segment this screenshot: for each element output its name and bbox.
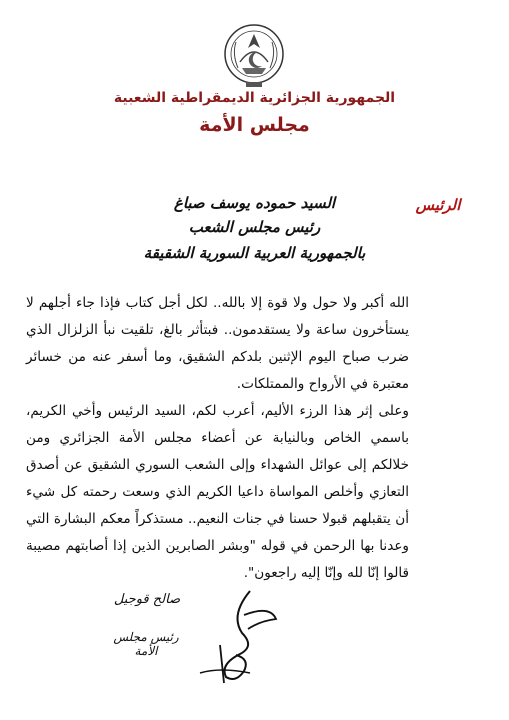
handwritten-signature-icon [190, 585, 280, 685]
emblem-seal-icon [222, 22, 286, 90]
body-paragraph-2: وعلى إثر هذا الرزء الأليم، أعرب لكم، السيد الرئيس وأخي الكريم، باسمي الخاص وبالنيابة عن أعضاء مجلس الأمة الجزائري ومن خلالكم إلى عوائل الشهداء وإلى الشعب السوري الشقيق عن أصدق التعازي وأخلص المواساة داعيا الكريم الذي وسعت رحمته كل شيء أن يتقبلهم قبولا حسنا في جنات النعيم.. مستذكراً معكم البشارة التي وعدنا بها الرحمن في قوله "وبشر الصابرين الذين إذا أصابتهم مصيبة قالوا إنّا لله وإنّا إليه راجعون". [26, 403, 409, 581]
body-paragraph-1: الله أكبر ولا حول ولا قوة إلا بالله.. لكل أجل كتاب فإذا جاء أجلهم لا يستأخرون ساعة ولا يستقدمون.. فبتأثر بالغ، تلقيت نبأ الزلزال الذي ضرب صباح اليوم الإثنين بلدكم الشقيق، وما أسفر عنه من خسائر معتبرة في الأرواح والممتلكات. [26, 295, 409, 392]
signatory-title: رئيس مجلس الأمة [113, 630, 179, 658]
recipient-name: السيد حموده يوسف صباغ [173, 194, 336, 212]
signatory-name: صالح قوجيل [113, 592, 181, 607]
recipient-country: بالجمهورية العربية السورية الشقيقة [143, 244, 366, 262]
recipient-title: رئيس مجلس الشعب [188, 218, 321, 236]
letter-body [26, 290, 409, 587]
republic-name: الجمهورية الجزائرية الديمقراطية الشعبية [113, 90, 396, 106]
council-name: مجلس الأمة [199, 114, 310, 136]
president-stamp: الرئيس [415, 196, 461, 214]
